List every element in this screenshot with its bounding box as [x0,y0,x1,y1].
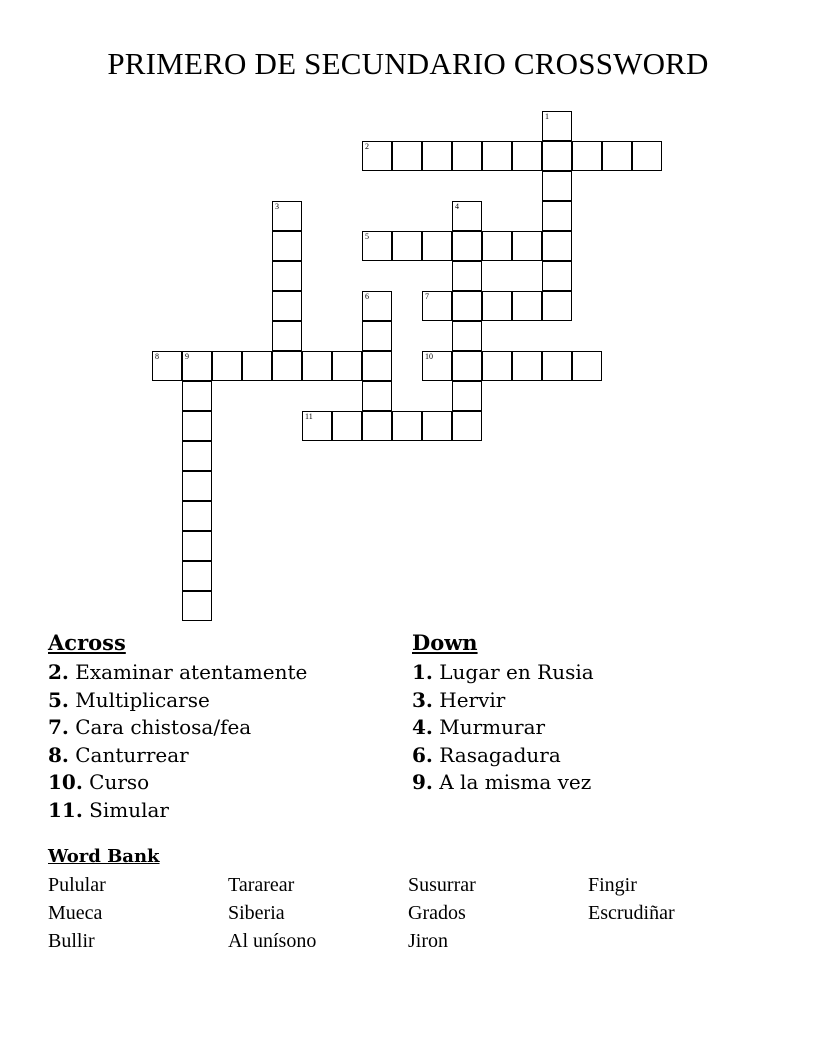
grid-cell[interactable] [272,351,302,381]
down-heading: Down [412,630,478,655]
clue-number: 6 [365,292,369,301]
clue-text: Lugar en Rusia [432,660,594,684]
clue-number-label: 2. [48,660,69,684]
grid-cell[interactable] [362,351,392,381]
word-bank-item: Siberia [228,902,285,924]
grid-cell[interactable] [302,351,332,381]
clue-number: 5 [365,232,369,241]
clue-number-label: 5. [48,687,69,712]
clue-number-label: 3. [412,687,433,712]
clue-number: 10 [425,352,433,361]
grid-cell[interactable] [452,141,482,171]
clue-number-label: 4. [412,715,433,740]
grid-cell[interactable] [182,591,212,621]
grid-cell[interactable] [512,141,542,171]
grid-cell[interactable] [392,231,422,261]
across-clue [48,742,307,770]
grid-cell[interactable] [182,501,212,531]
down-clue [412,659,594,687]
clue-text: Curso [82,770,150,795]
grid-cell[interactable] [272,261,302,291]
clue-number-label: 7. [48,715,69,740]
grid-cell[interactable] [452,411,482,441]
down-clue [412,687,594,715]
word-bank-item: Escrudiñar [588,902,675,924]
word-bank-item: Jiron [408,930,448,952]
grid-cell[interactable] [362,141,392,171]
grid-cell[interactable] [482,291,512,321]
grid-cell[interactable] [572,351,602,381]
word-bank-item: Grados [408,902,466,924]
clue-text: Hervir [432,687,506,712]
down-clue-list [412,659,594,797]
down-clue [412,742,594,770]
word-bank-item: Susurrar [408,874,476,896]
across-clue [48,714,307,742]
clue-text: Rasagadura [432,742,561,767]
clue-text: Simular [82,797,169,822]
across-clue [48,769,307,797]
word-bank-item: Tararear [228,874,295,896]
word-bank-item: Pulular [48,874,106,896]
grid-cell[interactable] [542,171,572,201]
clue-number-label: 11. [48,797,83,822]
grid-cell[interactable] [182,351,212,381]
clue-number-label: 9. [412,770,433,795]
grid-cell[interactable] [482,351,512,381]
grid-cell[interactable] [242,351,272,381]
grid-cell[interactable] [392,141,422,171]
word-bank-heading: Word Bank [48,846,160,867]
grid-cell[interactable] [182,531,212,561]
grid-cell[interactable] [542,261,572,291]
grid-cell[interactable] [272,201,302,231]
grid-cell[interactable] [422,411,452,441]
word-bank-item: Al unísono [228,930,317,952]
grid-cell[interactable] [542,201,572,231]
grid-cell[interactable] [482,141,512,171]
grid-cell[interactable] [542,291,572,321]
grid-cell[interactable] [182,411,212,441]
across-clue-list [48,659,307,825]
grid-cell[interactable] [602,141,632,171]
grid-cell[interactable] [512,351,542,381]
grid-cell[interactable] [152,351,182,381]
grid-cell[interactable] [272,321,302,351]
across-clue [48,797,307,825]
clue-number: 4 [455,202,459,211]
grid-cell[interactable] [182,441,212,471]
clue-number: 11 [305,412,313,421]
grid-cell[interactable] [362,381,392,411]
word-bank-item: Mueca [48,902,103,924]
across-clue [48,659,307,687]
down-clue [412,769,594,797]
grid-cell[interactable] [542,111,572,141]
grid-cell[interactable] [542,141,572,171]
grid-cell[interactable] [632,141,662,171]
grid-cell[interactable] [392,411,422,441]
across-heading: Across [48,630,126,655]
grid-cell[interactable] [572,141,602,171]
grid-cell[interactable] [362,291,392,321]
clue-text: Examinar atentamente [68,660,308,684]
grid-cell[interactable] [272,231,302,261]
grid-cell[interactable] [452,201,482,231]
clue-number: 7 [425,292,429,301]
clue-text: Murmurar [432,715,546,740]
grid-cell[interactable] [542,351,572,381]
clue-number: 2 [365,142,369,151]
grid-cell[interactable] [452,381,482,411]
grid-cell[interactable] [182,381,212,411]
clue-text: A la misma vez [432,770,592,795]
clue-number: 1 [545,112,549,121]
clue-number: 8 [155,352,159,361]
clue-text: Multiplicarse [68,687,210,712]
word-bank-item: Fingir [588,874,637,896]
grid-cell[interactable] [302,411,332,441]
grid-cell[interactable] [452,231,482,261]
clue-number-label: 1. [412,660,433,684]
grid-cell[interactable] [182,471,212,501]
clue-text: Cara chistosa/fea [68,715,252,740]
grid-cell[interactable] [422,351,452,381]
grid-cell[interactable] [512,231,542,261]
grid-cell[interactable] [272,291,302,321]
grid-cell[interactable] [362,231,392,261]
grid-cell[interactable] [182,561,212,591]
grid-cell[interactable] [212,351,242,381]
grid-cell[interactable] [332,411,362,441]
word-bank-item: Bullir [48,930,95,952]
grid-cell[interactable] [482,231,512,261]
grid-cell[interactable] [452,261,482,291]
clue-number-label: 6. [412,742,433,767]
clue-number: 9 [185,352,189,361]
clue-number-label: 10. [48,770,83,795]
grid-cell[interactable] [452,351,482,381]
grid-cell[interactable] [542,231,572,261]
grid-cell[interactable] [332,351,362,381]
down-clue [412,714,594,742]
across-clue [48,687,307,715]
clue-number-label: 8. [48,742,69,767]
page-title: PRIMERO DE SECUNDARIO CROSSWORD [107,46,709,81]
grid-cell[interactable] [422,141,452,171]
grid-cell[interactable] [452,291,482,321]
clue-text: Canturrear [68,742,189,767]
grid-cell[interactable] [362,411,392,441]
grid-cell[interactable] [512,291,542,321]
grid-cell[interactable] [452,321,482,351]
grid-cell[interactable] [422,231,452,261]
grid-cell[interactable] [422,291,452,321]
clue-number: 3 [275,202,279,211]
grid-cell[interactable] [362,321,392,351]
